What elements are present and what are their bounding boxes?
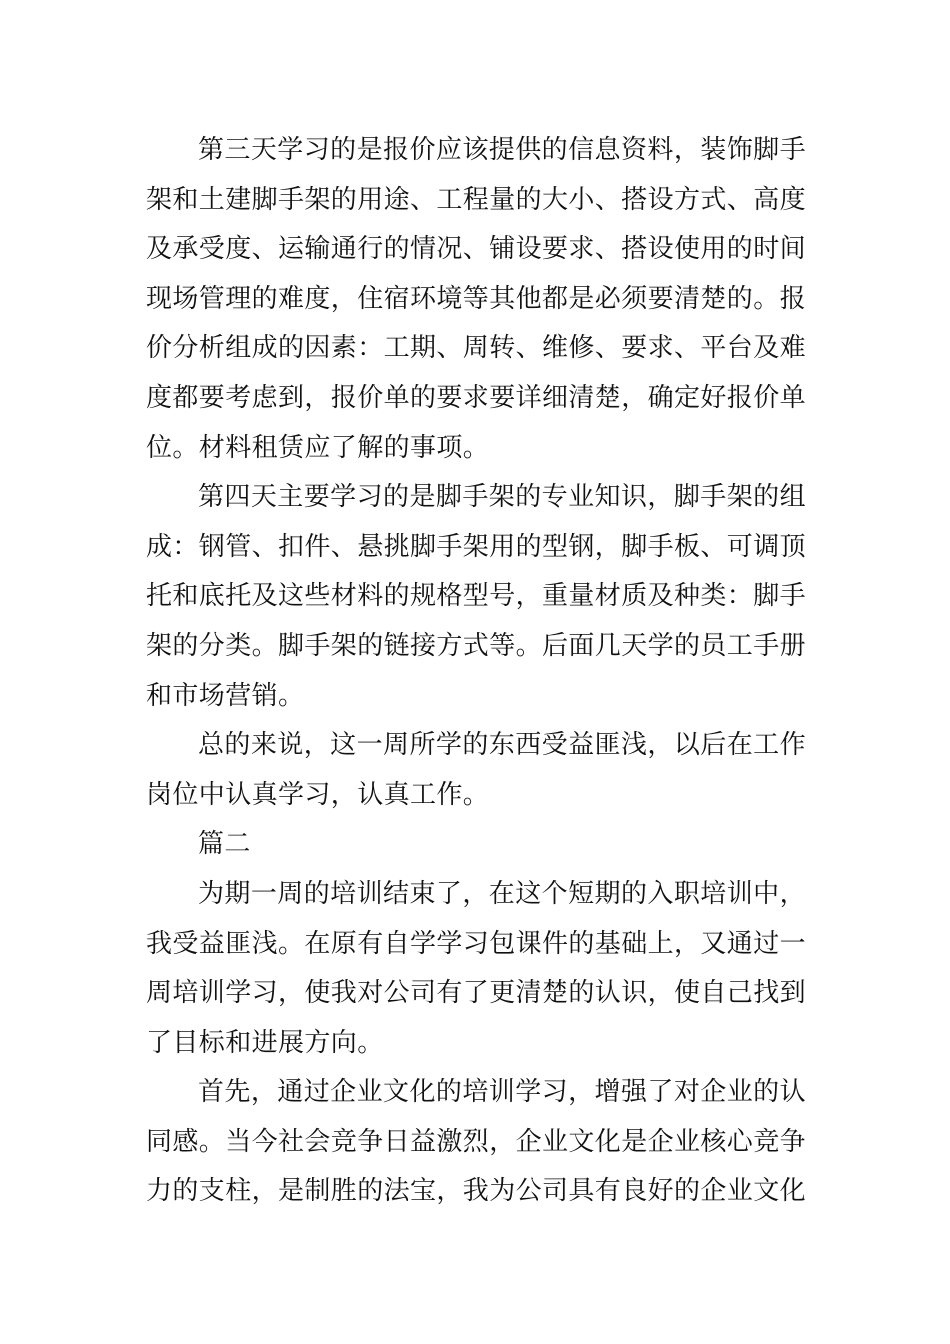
document-body <box>146 126 806 1217</box>
paragraph-day-three: 第三天学习的是报价应该提供的信息资料，装饰脚手架和土建脚手架的用途、工程量的大小、搭设方式、高度及承受度、运输通行的情况、铺设要求、搭设使用的时间现场管理的难度，住宿环境等其他都是必须要清楚的。报价分析组成的因素：工期、周转、维修、要求、平台及难度都要考虑到，报价单的要求要详细清楚，确定好报价单位。材料租赁应了解的事项。 <box>146 135 807 463</box>
paragraph-training-end: 为期一周的培训结束了，在这个短期的入职培训中，我受益匪浅。在原有自学学习包课件的基础上，又通过一周培训学习，使我对公司有了更清楚的认识，使自己找到了目标和进展方向。 <box>146 878 807 1058</box>
section-heading-part-two: 篇二 <box>198 829 251 860</box>
paragraph-corporate-culture: 首先，通过企业文化的培训学习，增强了对企业的认同感。当今社会竞争日益激烈，企业文化是企业核心竞争力的支柱，是制胜的法宝，我为公司具有良好的企业文化 <box>146 1077 807 1207</box>
paragraph-day-four: 第四天主要学习的是脚手架的专业知识，脚手架的组成：钢管、扣件、悬挑脚手架用的型钢，脚手板、可调顶托和底托及这些材料的规格型号，重量材质及种类：脚手架的分类。脚手架的链接方式等。后面几天学的员工手册和市场营销。 <box>146 482 807 711</box>
paragraph-summary: 总的来说，这一周所学的东西受益匪浅，以后在工作岗位中认真学习，认真工作。 <box>146 730 806 810</box>
